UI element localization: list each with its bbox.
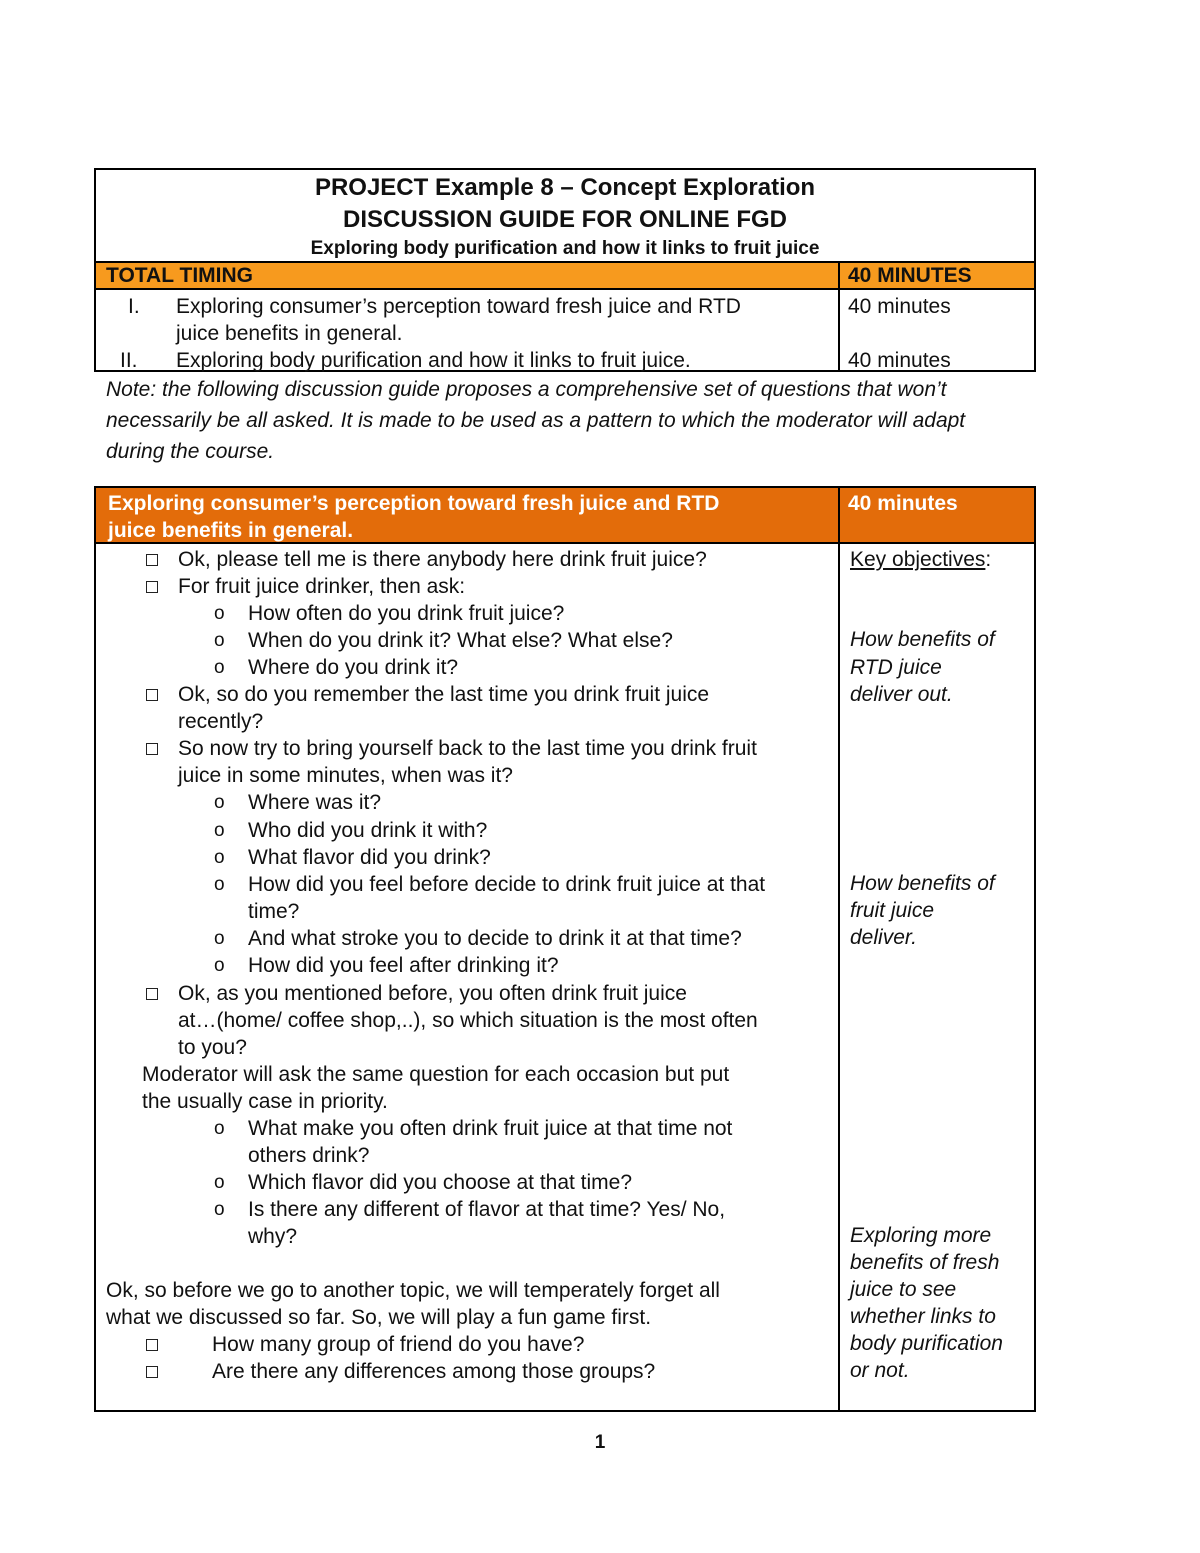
- note-line: necessarily be all asked. It is made to be used as a pattern to which the moderator will adapt: [106, 409, 966, 432]
- section-table: [94, 486, 1036, 1412]
- question-line: Which flavor did you choose at that time?: [248, 1171, 633, 1194]
- question-line: Are there any differences among those groups?: [212, 1360, 656, 1383]
- checkbox-bullet-icon: [146, 554, 158, 566]
- question-line: Moderator will ask the same question for each occasion but put: [142, 1063, 730, 1086]
- objective-text: Exploring more: [850, 1224, 992, 1247]
- question-line: the usually case in priority.: [142, 1090, 388, 1113]
- question-line: So now try to bring yourself back to the last time you drink fruit: [178, 737, 757, 760]
- question-line: How many group of friend do you have?: [212, 1333, 585, 1356]
- question-line: Ok, please tell me is there anybody here drink fruit juice?: [178, 548, 707, 571]
- circle-bullet-icon: o: [214, 955, 225, 976]
- row-number: II.: [120, 349, 138, 372]
- key-objectives-label: Key objectives: [850, 548, 986, 571]
- document-title: PROJECT Example 8 – Concept Exploration: [314, 174, 816, 201]
- document-topic: Exploring body purification and how it links to fruit juice: [310, 238, 820, 259]
- total-timing-bar: [96, 261, 1034, 290]
- circle-bullet-icon: o: [214, 1199, 225, 1220]
- section-title-cont: juice benefits in general.: [108, 519, 354, 542]
- checkbox-bullet-icon: [146, 1339, 158, 1351]
- question-line: why?: [248, 1225, 298, 1248]
- circle-bullet-icon: o: [214, 657, 225, 678]
- page-number: 1: [594, 1432, 606, 1453]
- key-objectives-heading: [850, 546, 991, 573]
- section-header: [96, 488, 1034, 544]
- question-line: How did you feel after drinking it?: [248, 954, 559, 977]
- objective-text: deliver out.: [850, 683, 953, 706]
- row-number: I.: [128, 295, 140, 318]
- question-line: How did you feel before decide to drink fruit juice at that: [248, 873, 766, 896]
- column-divider: [838, 261, 840, 372]
- question-line: time?: [248, 900, 300, 923]
- note-line: Note: the following discussion guide proposes a comprehensive set of questions that won’t: [106, 378, 947, 401]
- question-line: recently?: [178, 710, 264, 733]
- checkbox-bullet-icon: [146, 743, 158, 755]
- question-line: Where was it?: [248, 791, 382, 814]
- section-title: Exploring consumer’s perception toward fresh juice and RTD: [108, 492, 720, 515]
- circle-bullet-icon: o: [214, 1172, 225, 1193]
- question-line: When do you drink it? What else? What else?: [248, 629, 673, 652]
- objective-text: benefits of fresh: [850, 1251, 1000, 1274]
- checkbox-bullet-icon: [146, 581, 158, 593]
- row-time: 40 minutes: [848, 295, 951, 318]
- question-line: what we discussed so far. So, we will play a fun game first.: [106, 1306, 652, 1329]
- circle-bullet-icon: o: [214, 603, 225, 624]
- objective-text: or not.: [850, 1359, 910, 1382]
- question-line: others drink?: [248, 1144, 370, 1167]
- row-title-cont: juice benefits in general.: [176, 322, 403, 345]
- objective-text: whether links to: [850, 1305, 996, 1328]
- question-line: What make you often drink fruit juice at that time not: [248, 1117, 733, 1140]
- checkbox-bullet-icon: [146, 1366, 158, 1378]
- column-divider: [838, 488, 840, 1410]
- document-subtitle: DISCUSSION GUIDE FOR ONLINE FGD: [342, 206, 788, 233]
- objective-text: juice to see: [850, 1278, 957, 1301]
- question-line: Who did you drink it with?: [248, 819, 488, 842]
- question-line: Ok, so do you remember the last time you drink fruit juice: [178, 683, 710, 706]
- objective-text: RTD juice: [850, 656, 942, 679]
- row-title: Exploring consumer’s perception toward fresh juice and RTD: [176, 295, 741, 318]
- question-line: Where do you drink it?: [248, 656, 459, 679]
- question-line: How often do you drink fruit juice?: [248, 602, 565, 625]
- circle-bullet-icon: o: [214, 928, 225, 949]
- key-objectives-colon: :: [985, 548, 992, 571]
- row-time: 40 minutes: [848, 349, 951, 372]
- section-time: 40 minutes: [848, 492, 958, 515]
- circle-bullet-icon: o: [214, 630, 225, 651]
- objective-text: How benefits of: [850, 628, 995, 651]
- row-title: Exploring body purification and how it links to fruit juice.: [176, 349, 691, 372]
- circle-bullet-icon: o: [214, 792, 225, 813]
- question-line: Ok, as you mentioned before, you often drink fruit juice: [178, 982, 687, 1005]
- note-line: during the course.: [106, 440, 275, 463]
- circle-bullet-icon: o: [214, 820, 225, 841]
- question-line: at…(home/ coffee shop,..), so which situation is the most often: [178, 1009, 758, 1032]
- objective-text: deliver.: [850, 926, 917, 949]
- checkbox-bullet-icon: [146, 689, 158, 701]
- checkbox-bullet-icon: [146, 988, 158, 1000]
- objective-text: How benefits of: [850, 872, 995, 895]
- objective-text: body purification: [850, 1332, 1003, 1355]
- question-line: For fruit juice drinker, then ask:: [178, 575, 466, 598]
- question-line: juice in some minutes, when was it?: [178, 764, 513, 787]
- question-line: Ok, so before we go to another topic, we will temperately forget all: [106, 1279, 720, 1302]
- question-line: What flavor did you drink?: [248, 846, 491, 869]
- question-line: to you?: [178, 1036, 247, 1059]
- header-table: [94, 168, 1036, 372]
- total-timing-value: 40 MINUTES: [848, 264, 972, 287]
- circle-bullet-icon: o: [214, 847, 225, 868]
- circle-bullet-icon: o: [214, 874, 225, 895]
- question-line: Is there any different of flavor at that time? Yes/ No,: [248, 1198, 726, 1221]
- question-line: And what stroke you to decide to drink it at that time?: [248, 927, 742, 950]
- circle-bullet-icon: o: [214, 1118, 225, 1139]
- total-timing-label: TOTAL TIMING: [106, 264, 253, 287]
- objective-text: fruit juice: [850, 899, 935, 922]
